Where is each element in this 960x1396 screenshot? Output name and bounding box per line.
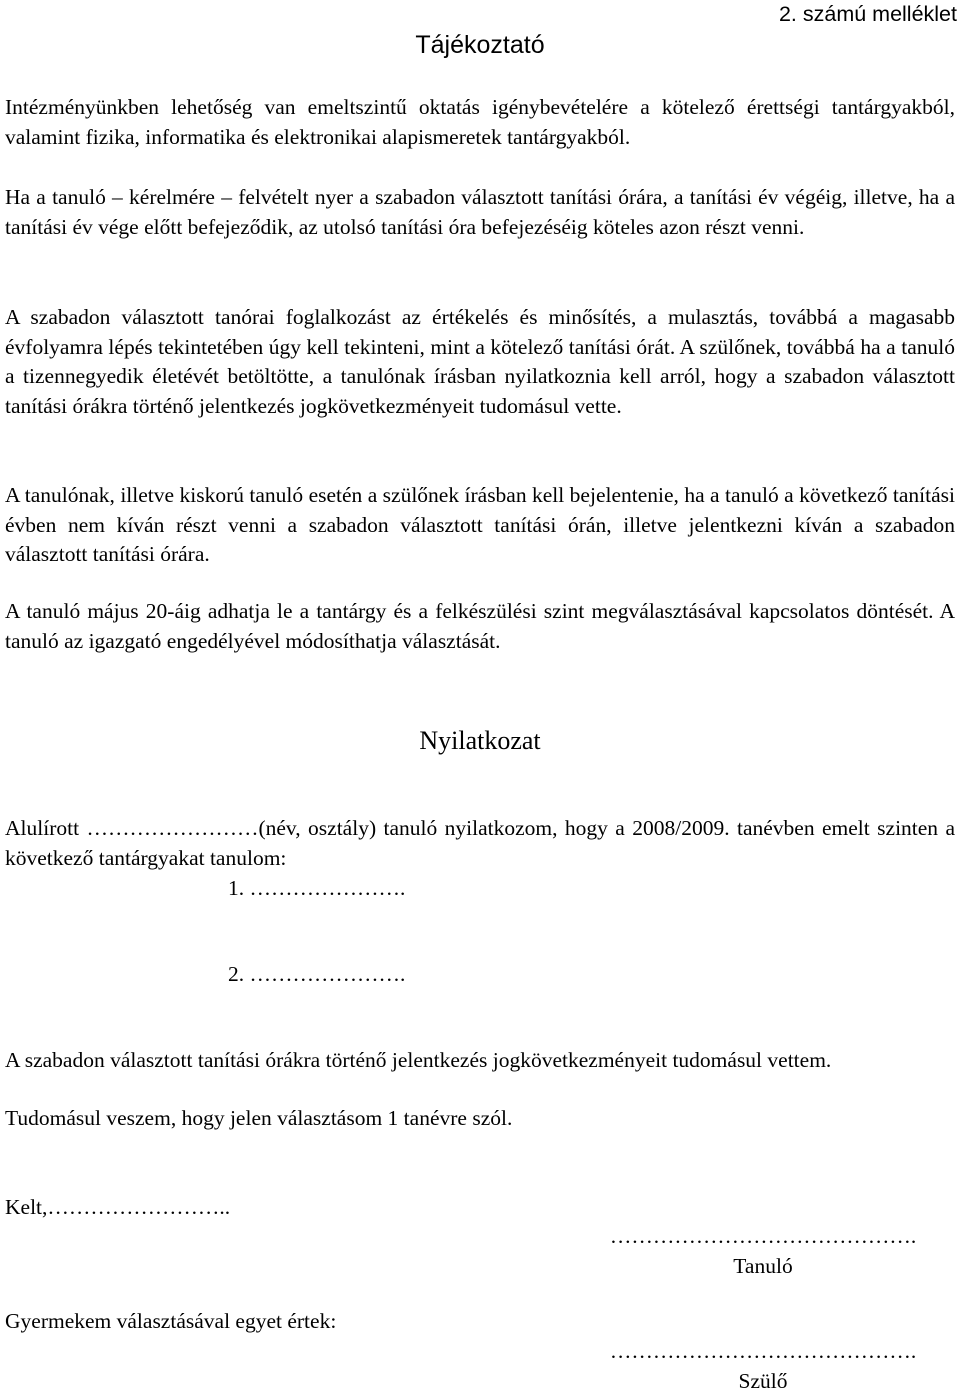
parent-signature-block: [568, 1337, 958, 1396]
annex-label: 2. számú melléklet: [779, 0, 957, 28]
parent-signature-line: …………………………………….: [568, 1337, 958, 1367]
info-paragraph-5: A tanuló május 20-áig adhatja le a tantárgy és a felkészülési szint megválasztásával kapcsolatos döntését. A tanuló az igazgató engedélyével módosíthatja választását.: [5, 597, 955, 656]
info-paragraph-3: A szabadon választott tanórai foglalkozást az értékelés és minősítés, a mulasztás, továbbá a magasabb évfolyamra lépés tekintetében úgy kell tekinteni, mint a kötelező tanítási órát. A szülőnek, továbbá ha a tanuló a tizennegyedik életévét betöltötte, a tanulónak írásban nyilatkoznia kell arról, hogy a szabadon választott tanítási órákra történő jelentkezés jogkövetkezményeit tudomásul vette.: [5, 303, 955, 421]
acknowledgement-text: A szabadon választott tanítási órákra történő jelentkezés jogkövetkezményeit tudomásul vettem.: [5, 1046, 955, 1076]
one-year-text: Tudomásul veszem, hogy jelen választásom 1 tanévre szól.: [5, 1104, 955, 1134]
subject-line-2: 2. ………………….: [228, 960, 405, 990]
declaration-intro: Alulírott ……………………(név, osztály) tanuló nyilatkozom, hogy a 2008/2009. tanévben emelt szinten a következő tantárgyakat tanulom:: [5, 814, 955, 873]
info-title: Tájékoztató: [0, 30, 960, 60]
parent-signature-label: Szülő: [568, 1367, 958, 1396]
declaration-title: Nyilatkozat: [0, 726, 960, 756]
info-paragraph-1: Intézményünkben lehetőség van emeltszintű oktatás igénybevételére a kötelező érettségi tantárgyakból, valamint fizika, informatika és elektronikai alapismeretek tantárgyakból.: [5, 93, 955, 152]
student-signature-block: [568, 1222, 958, 1281]
date-line: Kelt,……………………..: [5, 1193, 230, 1223]
student-signature-line: …………………………………….: [568, 1222, 958, 1252]
subject-line-1: 1. ………………….: [228, 874, 405, 904]
parent-consent-text: Gyermekem választásával egyet értek:: [5, 1307, 336, 1337]
info-paragraph-4: A tanulónak, illetve kiskorú tanuló esetén a szülőnek írásban kell bejelentenie, ha a tanuló a következő tanítási évben nem kíván részt venni a szabadon választott tanítási órán, illetve jelentkezni kíván a szabadon választott tanítási órára.: [5, 481, 955, 570]
info-paragraph-2: Ha a tanuló – kérelmére – felvételt nyer a szabadon választott tanítási órára, a tanítási év végéig, illetve, ha a tanítási év vége előtt befejeződik, az utolsó tanítási óra befejezéséig köteles azon részt venni.: [5, 183, 955, 242]
student-signature-label: Tanuló: [568, 1252, 958, 1282]
